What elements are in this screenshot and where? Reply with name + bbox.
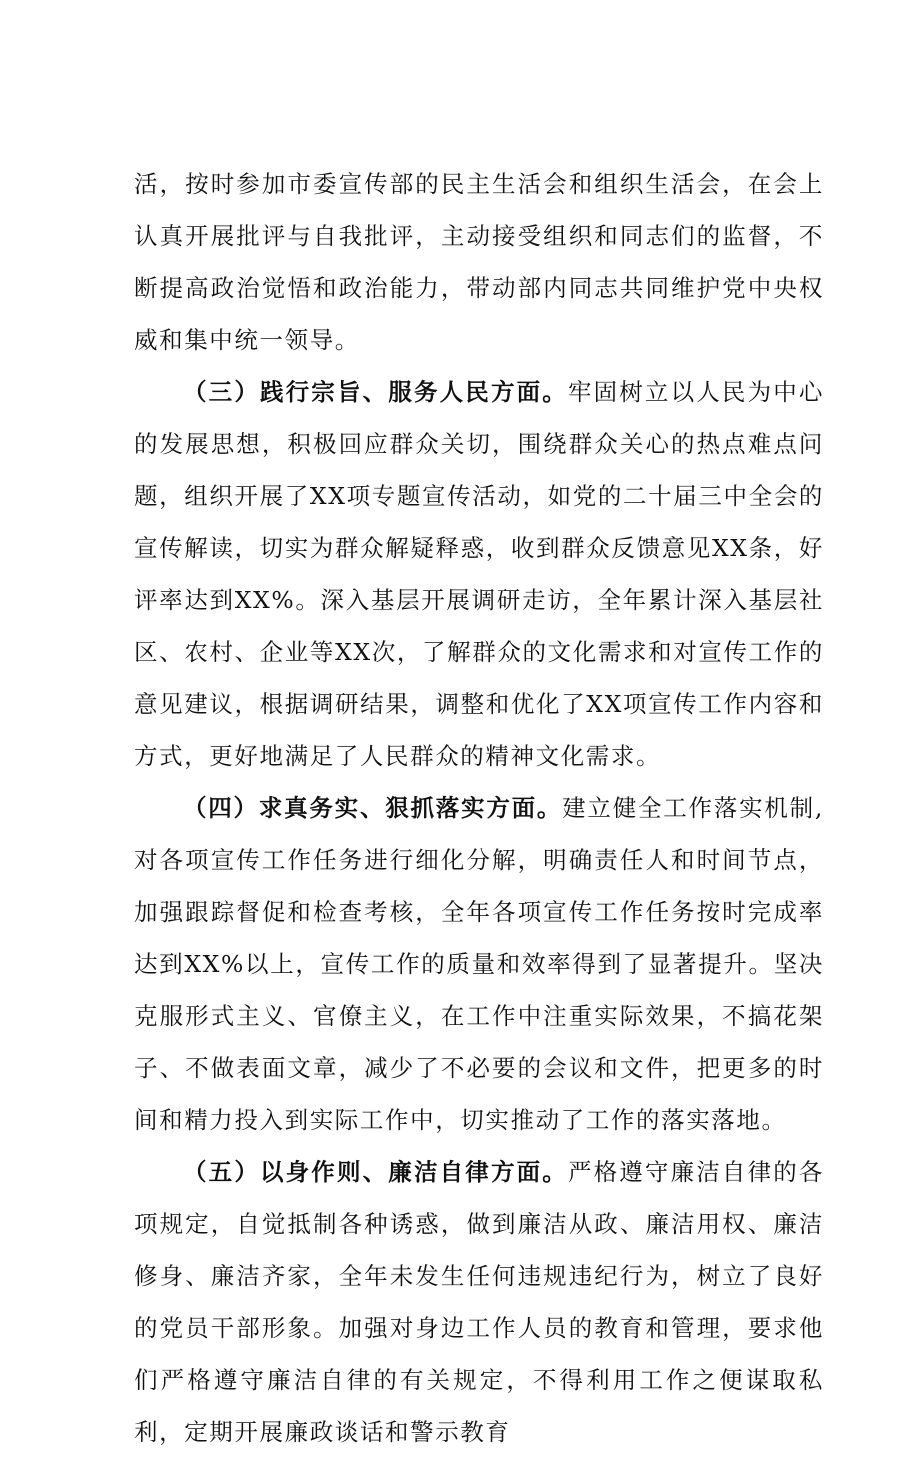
- paragraph-text: 牢固树立以人民为中心的发展思想，积极回应群众关切，围绕群众关心的热点难点问题，组织开展了XX项专题宣传活动，如党的二十届三中全会的宣传解读，切实为群众解疑释惑，收到群众反馈意见XX条，好评率达到XX%。深入基层开展调研走访，全年累计深入基层社区、农村、企业等XX次，了解群众的文化需求和对宣传工作的意见建议，根据调研结果，调整和优化了XX项宣传工作内容和方式，更好地满足了人民群众的精神文化需求。: [134, 378, 824, 770]
- paragraph-section-5: [134, 1146, 824, 1458]
- paragraph-section-3: [134, 366, 824, 782]
- paragraph-section-4: [134, 782, 824, 1146]
- paragraph-text: 活，按时参加市委宣传部的民主生活会和组织生活会，在会上认真开展批评与自我批评，主动接受组织和同志们的监督，不断提高政治觉悟和政治能力，带动部内同志共同维护党中央权威和集中统一领导。: [134, 170, 824, 354]
- paragraph-text: 建立健全工作落实机制,对各项宣传工作任务进行细化分解，明确责任人和时间节点，加强跟踪督促和检查考核，全年各项宣传工作任务按时完成率达到XX%以上，宣传工作的质量和效率得到了显著提升。坚决克服形式主义、官僚主义，在工作中注重实际效果，不搞花架子、不做表面文章，减少了不必要的会议和文件，把更多的时间和精力投入到实际工作中，切实推动了工作的落实落地。: [134, 794, 824, 1134]
- paragraph-text: 严格遵守廉洁自律的各项规定，自觉抵制各种诱惑，做到廉洁从政、廉洁用权、廉洁修身、廉洁齐家，全年未发生任何违规违纪行为，树立了良好的党员干部形象。加强对身边工作人员的教育和管理，要求他们严格遵守廉洁自律的有关规定，不得利用工作之便谋取私利，定期开展廉政谈话和警示教育: [134, 1158, 824, 1446]
- paragraph-continuation: [134, 158, 824, 366]
- section-heading-3: （三）践行宗旨、服务人民方面。: [183, 378, 568, 406]
- section-heading-5: （五）以身作则、廉洁自律方面。: [183, 1158, 568, 1186]
- document-body: [134, 158, 824, 1458]
- section-heading-4: （四）求真务实、狠抓落实方面。: [183, 794, 563, 822]
